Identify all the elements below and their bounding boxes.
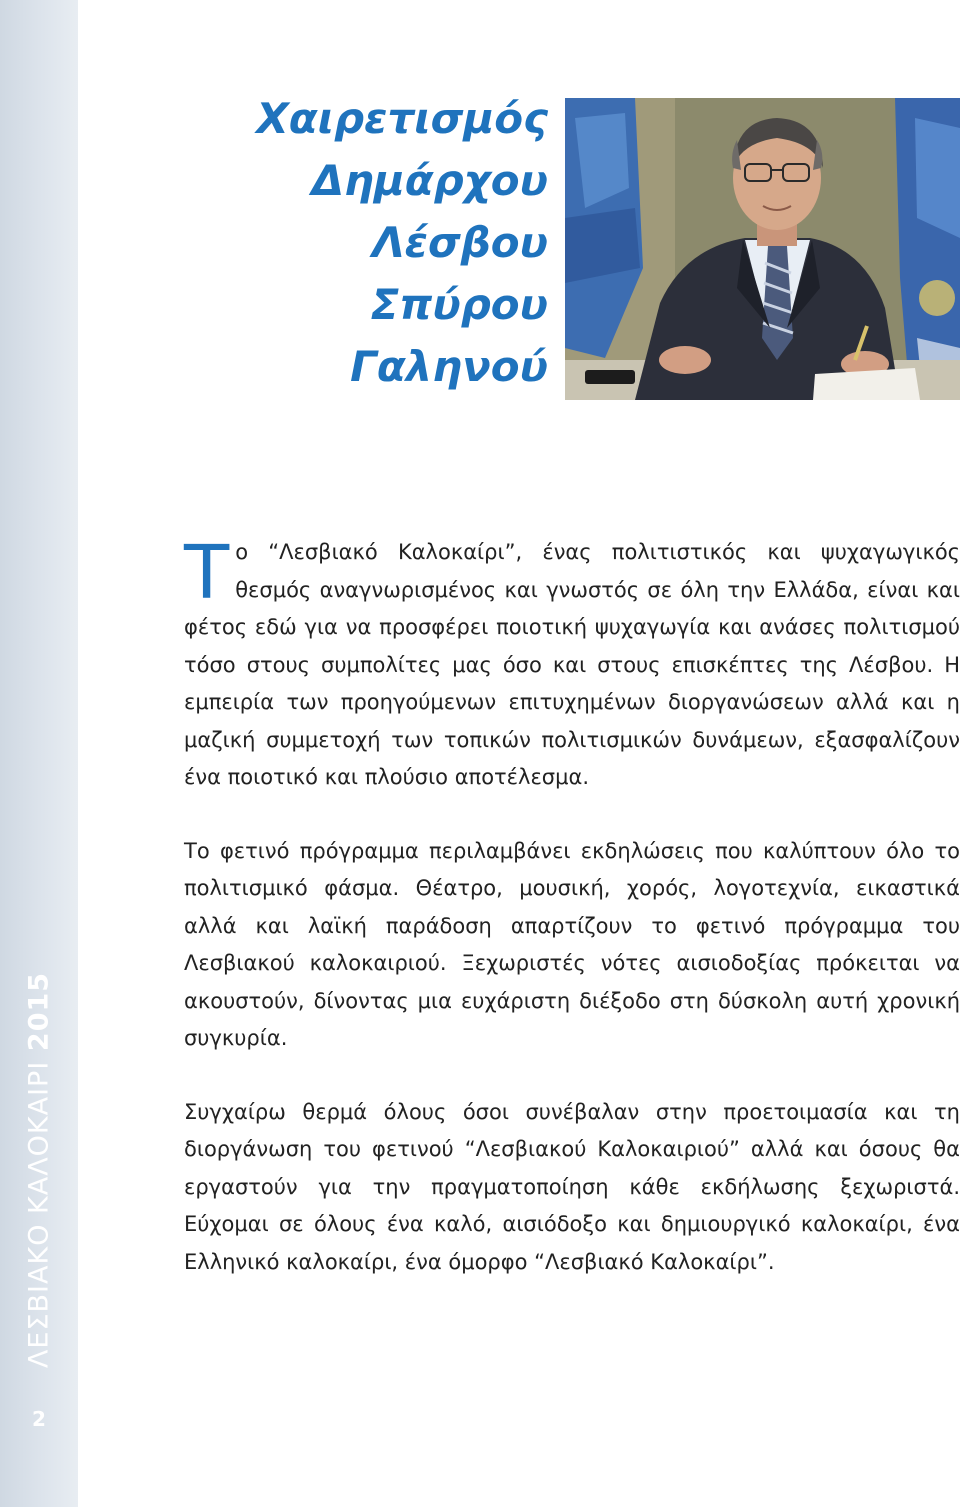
paragraph-thanks: Συγχαίρω θερμά όλους όσοι συνέβαλαν στην προετοιμασία και τη διοργάνωση του φετινού “Λεσβιακού Καλοκαιριού” αλλά και όσους θα εργαστούν για την πραγματοποίηση κάθε εκδήλωσης ξεχωριστά. Εύχομαι σε όλους ένα καλό, αισιόδοξο και δημιουργικό καλοκαίρι, ένα Ελληνικό καλοκαίρι, ένα όμορφο “Λεσβιακό Καλοκαίρι”. (184, 1099, 960, 1274)
page-title (256, 88, 548, 398)
title-line: Λέσβου (372, 218, 548, 267)
title-line: Γαληνού (350, 342, 548, 391)
paragraph-program: Το φετινό πρόγραμμα περιλαμβάνει εκδηλώσεις που καλύπτουν όλο το πολιτισμικό φάσμα. Θέατρο, μουσική, χορός, λογοτεχνία, εικαστικά αλλά και λαϊκή παράδοση απαρτίζουν το φετινό πρόγραμμα του Λεσβιακού καλοκαιριού. Ξεχωριστές νότες αισιοδοξίας πρόκειται να ακουστούν, δίνοντας μια ευχάριστη διέξοδο στη δύσκολη αυτή χρονική συγκυρία. (184, 838, 960, 1050)
title-line: Δημάρχου (311, 156, 548, 205)
side-title-text: ΛΕΣΒΙΑΚΟ ΚΑΛΟΚΑΙΡΙ (23, 1060, 55, 1369)
paragraph-intro (184, 530, 960, 797)
mayor-photo (565, 98, 960, 400)
article-body (184, 530, 960, 1281)
portrait-illustration (565, 98, 960, 400)
paragraph-intro-text: ο “Λεσβιακό Καλοκαίρι”, ένας πολιτιστικός και ψυχαγωγικός θεσμός αναγνωρισμένος και γνωστός σε όλη την Ελλάδα, είναι και φέτος εδώ για να προσφέρει ποιοτική ψυχαγωγία και ανάσες πολιτισμού τόσο στους συμπολίτες μας όσο και στους επισκέπτες της Λέσβου. Η εμπειρία των προηγούμενων επιτυχημένων διοργανώσεων αλλά και η μαζική συμμετοχή των τοπικών πολιτισμικών δυνάμεων, εξασφαλίζουν ένα ποιοτικό και πλούσιο αποτέλεσμα. (184, 540, 960, 789)
side-title-year: 2015 (23, 971, 55, 1052)
drop-cap: Τ (184, 530, 230, 616)
side-title (24, 972, 55, 1368)
title-line: Χαιρετισμός (256, 94, 548, 143)
title-line: Σπύρου (370, 280, 548, 329)
sidebar-band (0, 0, 78, 1507)
page-number: 2 (32, 1407, 46, 1431)
